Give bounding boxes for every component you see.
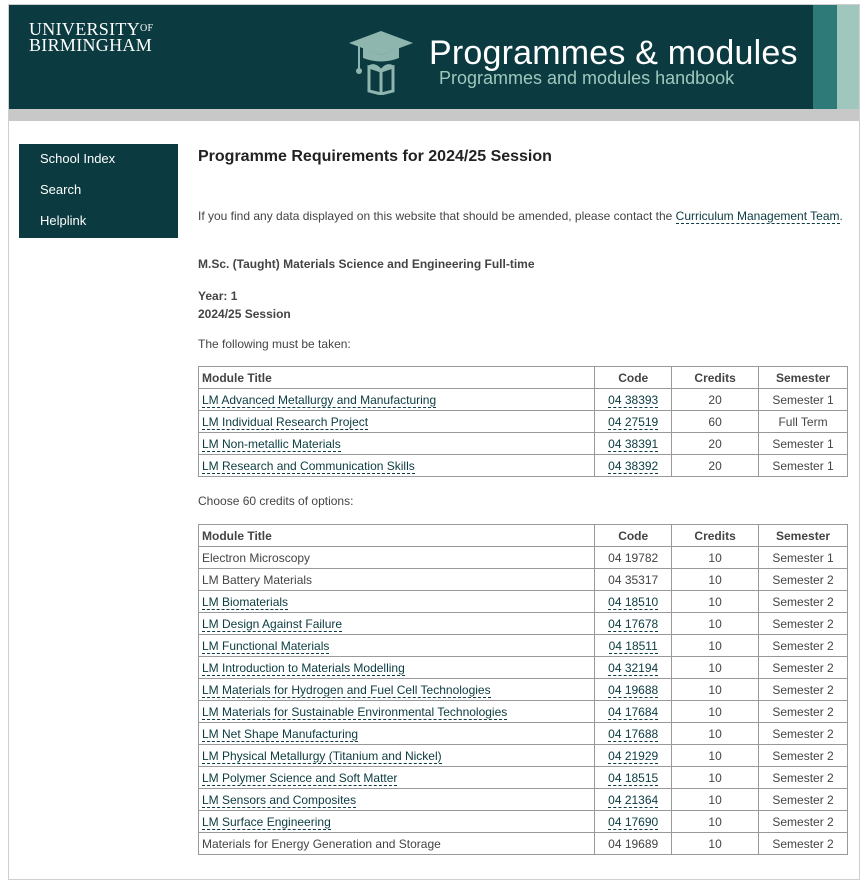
- notice-text: If you find any data displayed on this website that should be amended, please contact the: [198, 209, 676, 223]
- module-semester-cell: Semester 2: [759, 767, 848, 789]
- nav-search[interactable]: Search: [40, 182, 82, 197]
- col-header-credits: Credits: [672, 525, 759, 547]
- table-row: [199, 745, 848, 767]
- module-credits-cell: 20: [672, 389, 759, 411]
- module-semester-cell: Semester 2: [759, 701, 848, 723]
- module-code-link[interactable]: 04 18511: [608, 638, 658, 653]
- col-header-credits: Credits: [672, 367, 759, 389]
- logo-of: OF: [140, 23, 154, 34]
- module-semester-cell: Semester 2: [759, 591, 848, 613]
- module-code-cell: 04 19689: [595, 833, 672, 855]
- table-row: [199, 657, 848, 679]
- module-title-link[interactable]: LM Sensors and Composites: [202, 792, 357, 807]
- module-semester-cell: Semester 2: [759, 657, 848, 679]
- module-credits-cell: 10: [672, 569, 759, 591]
- programme-name: M.Sc. (Taught) Materials Science and Engineering Full-time: [198, 257, 535, 271]
- module-title-link[interactable]: LM Design Against Failure: [202, 616, 343, 631]
- table-row: [199, 411, 848, 433]
- module-title-cell: [199, 411, 595, 433]
- year-label: Year: 1: [198, 289, 238, 303]
- graduation-cap-book-icon: [339, 27, 429, 95]
- module-credits-cell: 10: [672, 833, 759, 855]
- module-semester-cell: Semester 2: [759, 569, 848, 591]
- module-semester-cell: Semester 1: [759, 547, 848, 569]
- table-header-row: [199, 367, 848, 389]
- module-title-link[interactable]: LM Materials for Hydrogen and Fuel Cell Technologies: [202, 682, 491, 697]
- col-header-semester: Semester: [759, 367, 848, 389]
- module-code-link[interactable]: 04 18515: [608, 770, 659, 785]
- module-semester-cell: Semester 2: [759, 635, 848, 657]
- module-code-link[interactable]: 04 38392: [608, 458, 659, 473]
- module-code-cell: [595, 679, 672, 701]
- module-code-link[interactable]: 04 27519: [608, 414, 659, 429]
- module-title-cell: [199, 767, 595, 789]
- table-row: [199, 591, 848, 613]
- module-credits-cell: 10: [672, 701, 759, 723]
- required-modules-table: [198, 366, 848, 477]
- must-take-label: The following must be taken:: [198, 337, 351, 351]
- module-title-cell: [199, 789, 595, 811]
- module-title-link[interactable]: LM Research and Communication Skills: [202, 458, 415, 473]
- header-divider-bar: [9, 109, 859, 121]
- module-title-cell: [199, 389, 595, 411]
- module-title-link[interactable]: LM Surface Engineering: [202, 814, 331, 829]
- banner-stripe-light: [837, 5, 859, 109]
- module-semester-cell: Semester 1: [759, 389, 848, 411]
- module-credits-cell: 10: [672, 789, 759, 811]
- banner-title: Programmes & modules: [429, 34, 798, 72]
- curriculum-team-link[interactable]: Curriculum Management Team: [675, 209, 840, 223]
- table-row: [199, 679, 848, 701]
- module-credits-cell: 10: [672, 811, 759, 833]
- module-title-link[interactable]: LM Functional Materials: [202, 638, 330, 653]
- notice-suffix: .: [839, 209, 843, 223]
- module-credits-cell: 10: [672, 613, 759, 635]
- option-modules-table: [198, 524, 848, 855]
- module-semester-cell: Semester 2: [759, 833, 848, 855]
- module-semester-cell: Semester 2: [759, 679, 848, 701]
- col-header-title: Module Title: [199, 525, 595, 547]
- module-title-cell: [199, 591, 595, 613]
- module-code-link[interactable]: 04 38393: [608, 392, 659, 407]
- module-credits-cell: 10: [672, 591, 759, 613]
- module-credits-cell: 10: [672, 723, 759, 745]
- table-row: [199, 547, 848, 569]
- module-code-cell: 04 19782: [595, 547, 672, 569]
- module-credits-cell: 10: [672, 547, 759, 569]
- table-row: [199, 635, 848, 657]
- module-code-cell: 04 35317: [595, 569, 672, 591]
- module-code-cell: [595, 635, 672, 657]
- module-code-link[interactable]: 04 21929: [608, 748, 659, 763]
- table-row: [199, 613, 848, 635]
- module-semester-cell: Full Term: [759, 411, 848, 433]
- session-label: 2024/25 Session: [198, 307, 291, 321]
- module-title-cell: [199, 635, 595, 657]
- module-title-link[interactable]: LM Biomaterials: [202, 594, 289, 609]
- module-title-cell: [199, 723, 595, 745]
- module-code-link[interactable]: 04 17690: [608, 814, 659, 829]
- module-credits-cell: 60: [672, 411, 759, 433]
- module-code-cell: [595, 701, 672, 723]
- table-row: [199, 789, 848, 811]
- options-label: Choose 60 credits of options:: [198, 494, 354, 508]
- col-header-code: Code: [595, 525, 672, 547]
- module-title-link[interactable]: LM Physical Metallurgy (Titanium and Nickel): [202, 748, 442, 763]
- module-title-cell: [199, 679, 595, 701]
- sidebar-nav: [19, 144, 178, 238]
- module-title-cell: [199, 811, 595, 833]
- logo-line2: BIRMINGHAM: [29, 35, 153, 55]
- module-title-cell: [199, 613, 595, 635]
- module-code-cell: [595, 389, 672, 411]
- table-row: [199, 767, 848, 789]
- module-code-link[interactable]: 04 17684: [608, 704, 659, 719]
- module-code-cell: [595, 723, 672, 745]
- table-row: [199, 389, 848, 411]
- module-code-link[interactable]: 04 21364: [608, 792, 659, 807]
- module-title-link[interactable]: LM Non-metallic Materials: [202, 436, 341, 451]
- module-code-cell: [595, 411, 672, 433]
- module-code-cell: [595, 657, 672, 679]
- module-code-cell: [595, 767, 672, 789]
- banner-subtitle: Programmes and modules handbook: [439, 68, 735, 88]
- module-title-link[interactable]: LM Net Shape Manufacturing: [202, 726, 359, 741]
- module-code-cell: [595, 789, 672, 811]
- module-semester-cell: Semester 1: [759, 455, 848, 477]
- module-semester-cell: Semester 2: [759, 723, 848, 745]
- logo-line1: UNIVERSITY: [29, 19, 140, 39]
- table-row: [199, 701, 848, 723]
- module-credits-cell: 10: [672, 745, 759, 767]
- col-header-semester: Semester: [759, 525, 848, 547]
- module-title-cell: [199, 455, 595, 477]
- module-code-link[interactable]: 04 32194: [608, 660, 659, 675]
- col-header-title: Module Title: [199, 367, 595, 389]
- table-row: [199, 811, 848, 833]
- module-semester-cell: Semester 2: [759, 811, 848, 833]
- module-title-link[interactable]: LM Advanced Metallurgy and Manufacturing: [202, 392, 437, 407]
- module-credits-cell: 10: [672, 767, 759, 789]
- module-title-cell: LM Battery Materials: [199, 569, 595, 591]
- nav-helplink[interactable]: Helplink: [40, 213, 87, 228]
- module-code-cell: [595, 433, 672, 455]
- module-title-link[interactable]: LM Individual Research Project: [202, 414, 369, 429]
- module-title-cell: [199, 657, 595, 679]
- table-row: [199, 455, 848, 477]
- module-title-cell: [199, 745, 595, 767]
- module-code-cell: [595, 613, 672, 635]
- module-code-link[interactable]: 04 17688: [608, 726, 659, 741]
- module-semester-cell: Semester 2: [759, 789, 848, 811]
- module-code-cell: [595, 455, 672, 477]
- module-code-cell: [595, 591, 672, 613]
- module-code-cell: [595, 745, 672, 767]
- module-credits-cell: 10: [672, 679, 759, 701]
- header-banner: [9, 5, 859, 109]
- banner-stripe: [813, 5, 837, 109]
- page-title: Programme Requirements for 2024/25 Session: [198, 148, 552, 165]
- module-title-link[interactable]: LM Introduction to Materials Modelling: [202, 660, 405, 675]
- nav-school-index[interactable]: School Index: [40, 151, 116, 166]
- module-code-cell: [595, 811, 672, 833]
- amendment-notice: [198, 208, 858, 225]
- module-credits-cell: 10: [672, 635, 759, 657]
- module-title-cell: [199, 433, 595, 455]
- module-title-link[interactable]: LM Polymer Science and Soft Matter: [202, 770, 398, 785]
- module-code-link[interactable]: 04 38391: [608, 436, 659, 451]
- module-title-cell: Materials for Energy Generation and Storage: [199, 833, 595, 855]
- module-credits-cell: 20: [672, 433, 759, 455]
- university-logo[interactable]: [29, 21, 153, 53]
- table-row: [199, 569, 848, 591]
- module-code-link[interactable]: 04 17678: [608, 616, 659, 631]
- module-semester-cell: Semester 1: [759, 433, 848, 455]
- table-row: [199, 723, 848, 745]
- table-row: [199, 433, 848, 455]
- module-semester-cell: Semester 2: [759, 745, 848, 767]
- module-title-cell: Electron Microscopy: [199, 547, 595, 569]
- table-header-row: [199, 525, 848, 547]
- module-credits-cell: 10: [672, 657, 759, 679]
- module-credits-cell: 20: [672, 455, 759, 477]
- table-row: [199, 833, 848, 855]
- module-code-link[interactable]: 04 18510: [608, 594, 659, 609]
- year-session: [198, 287, 291, 323]
- module-title-link[interactable]: LM Materials for Sustainable Environmental Technologies: [202, 704, 508, 719]
- module-code-link[interactable]: 04 19688: [608, 682, 659, 697]
- module-title-cell: [199, 701, 595, 723]
- module-semester-cell: Semester 2: [759, 613, 848, 635]
- col-header-code: Code: [595, 367, 672, 389]
